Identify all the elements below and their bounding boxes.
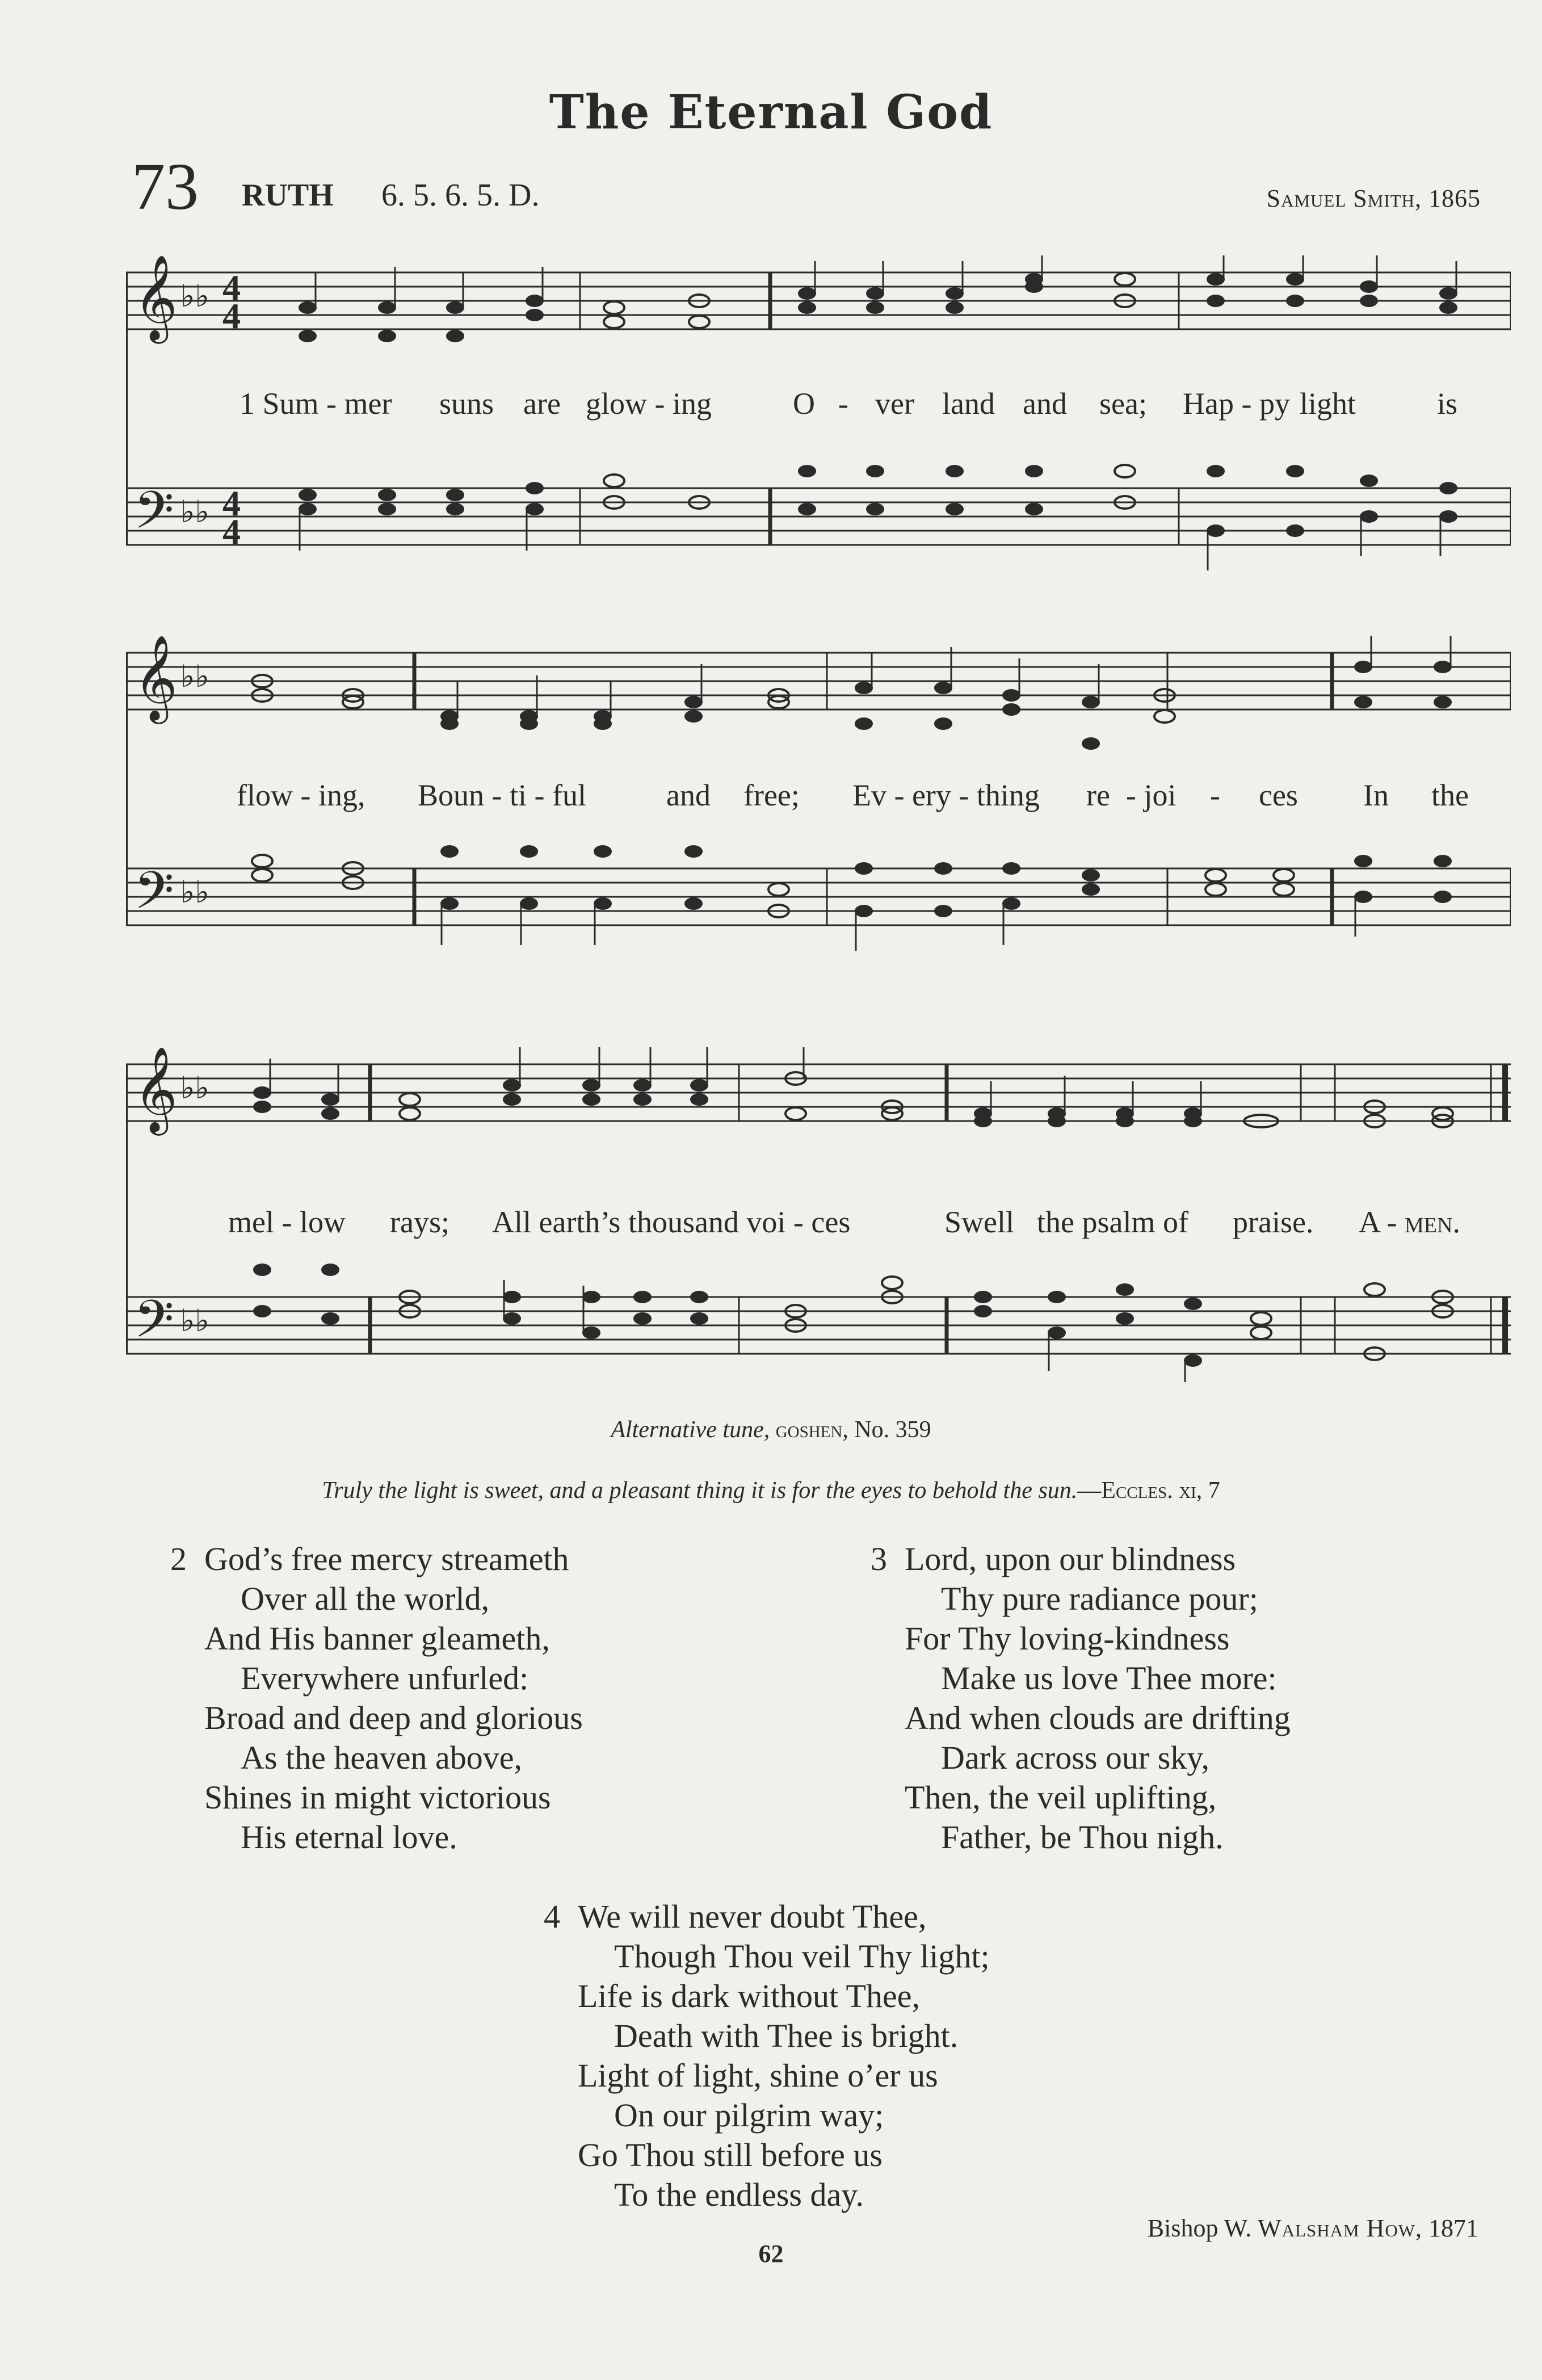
verse-line: Thy pure radiance pour; [941, 1580, 1258, 1617]
verse-line: Light of light, shine o’er us [578, 2057, 938, 2094]
verse-3 [871, 1539, 1291, 1857]
alt-tune-prefix: Alternative tune, [611, 1417, 770, 1443]
verse-number: 3 [871, 1541, 887, 1577]
lyric-syllable: O [793, 387, 815, 421]
lyric-syllable: suns [439, 387, 494, 421]
lyric-syllable: sea; [1099, 387, 1147, 421]
scripture-text: Truly the light is sweet, and a pleasant thing it is for the eyes to behold the sun. [322, 1477, 1078, 1504]
svg-text:𝄞: 𝄞 [134, 636, 178, 720]
lyric-syllable: land [942, 387, 995, 421]
svg-text:♭♭: ♭♭ [180, 1303, 209, 1338]
svg-text:♭♭: ♭♭ [180, 494, 209, 530]
lyric-syllable: are [523, 387, 561, 421]
lyric-syllable: Ev - ery - thing [852, 778, 1040, 812]
lyric-syllable: rays; [390, 1205, 449, 1239]
verse-line: Shines in might victorious [204, 1779, 551, 1816]
verse-line: His eternal love. [241, 1819, 457, 1856]
lyric-syllable: the psalm of [1037, 1205, 1188, 1239]
verse-line: Make us love Thee more: [941, 1660, 1277, 1697]
verse-line: Life is dark without Thee, [578, 1978, 920, 2014]
tune-name: RUTH [242, 178, 334, 213]
verse-number: 2 [170, 1541, 187, 1577]
alt-tune-name: goshen [775, 1417, 843, 1443]
page-number: 62 [758, 2240, 784, 2268]
lyric-syllable: 1 Sum - mer [240, 387, 392, 421]
verse-line: As the heaven above, [241, 1739, 523, 1776]
lyric-syllable: Boun - ti - ful [418, 778, 586, 812]
author-credit [1148, 2214, 1478, 2243]
meter: 6. 5. 6. 5. D. [381, 178, 540, 213]
lyric-syllable: ces [1259, 778, 1298, 812]
verse-line: Lord, upon our blindness [905, 1541, 1236, 1577]
lyric-syllable: In [1363, 778, 1389, 812]
lyric-syllable: - [838, 387, 848, 421]
lyric-syllable: and [666, 778, 711, 812]
lyric-syllable: light [1300, 387, 1356, 421]
verse-line: For Thy loving-kindness [905, 1620, 1230, 1657]
verse-line: Broad and deep and glorious [204, 1699, 583, 1736]
lyric-syllable: ver [875, 387, 914, 421]
verse-line: We will never doubt Thee, [578, 1898, 927, 1935]
verse-line: And when clouds are drifting [905, 1699, 1291, 1736]
verse-number: 4 [544, 1898, 560, 1935]
svg-text:4: 4 [222, 511, 241, 552]
verse-line: Over all the world, [241, 1580, 490, 1617]
lyric-syllable: All earth’s thousand voi - ces [492, 1205, 851, 1239]
verse-4 [544, 1897, 990, 2215]
svg-text:4: 4 [222, 483, 241, 523]
verse-line: Everywhere unfurled: [241, 1660, 529, 1697]
verse-line: And His banner gleameth, [204, 1620, 550, 1657]
alternative-tune-note: Alternative tune, goshen, No. 359 [611, 1417, 931, 1443]
lyric-syllable: is [1437, 387, 1458, 421]
svg-text:♭♭: ♭♭ [180, 658, 209, 694]
scripture-quote [0, 1477, 1542, 1504]
lyric-syllable: the [1431, 778, 1469, 812]
lyric-syllable: flow - ing, [237, 778, 365, 812]
lyric-syllable: free; [743, 778, 800, 812]
lyric-syllable: and [1023, 387, 1067, 421]
svg-text:4: 4 [222, 267, 241, 308]
verse-line: To the endless day. [614, 2176, 864, 2213]
lyric-syllable: praise. [1233, 1205, 1314, 1239]
alt-tune-ref: No. 359 [854, 1417, 931, 1443]
svg-text:𝄞: 𝄞 [134, 255, 178, 340]
lyric-syllable: mel - low [228, 1205, 346, 1239]
scripture-ref: —Eccles. xi, 7 [1077, 1477, 1220, 1504]
svg-text:𝄞: 𝄞 [134, 1047, 178, 1132]
verse-line: Though Thou veil Thy light; [614, 1938, 990, 1975]
author-prefix: Bishop W. [1147, 2214, 1252, 2242]
svg-text:♭♭: ♭♭ [180, 874, 209, 910]
verse-line: God’s free mercy streameth [204, 1541, 569, 1577]
author-name: Walsham How, [1258, 2214, 1422, 2242]
hymn-number: 73 [132, 149, 199, 224]
lyric-syllable: glow - ing [586, 387, 712, 421]
composer-credit: Samuel Smith, 1865 [1266, 184, 1481, 212]
lyric-syllable: Hap - py [1183, 387, 1290, 421]
svg-text:𝄢: 𝄢 [134, 480, 174, 553]
section-title: The Eternal God [549, 85, 993, 140]
verse-line: Go Thou still before us [578, 2136, 883, 2173]
lyric-syllable: A - men. [1359, 1205, 1460, 1239]
verse-line: Father, be Thou nigh. [941, 1819, 1224, 1856]
author-year: 1871 [1428, 2214, 1478, 2242]
lyric-syllable: - [1210, 778, 1220, 812]
svg-text:𝄢: 𝄢 [134, 1289, 174, 1362]
lyric-syllable: re [1086, 778, 1110, 812]
verse-line: Dark across our sky, [941, 1739, 1210, 1776]
svg-text:♭♭: ♭♭ [180, 278, 209, 314]
verse-line: On our pilgrim way; [614, 2097, 884, 2134]
verse-line: Then, the veil uplifting, [905, 1779, 1217, 1816]
verse-line: Death with Thee is bright. [614, 2017, 959, 2054]
svg-text:𝄢: 𝄢 [134, 861, 174, 933]
lyric-syllable: Swell [944, 1205, 1015, 1239]
svg-text:4: 4 [222, 296, 241, 336]
lyric-syllable: - joi [1126, 778, 1177, 812]
verse-2 [170, 1539, 583, 1857]
svg-text:♭♭: ♭♭ [180, 1070, 209, 1106]
